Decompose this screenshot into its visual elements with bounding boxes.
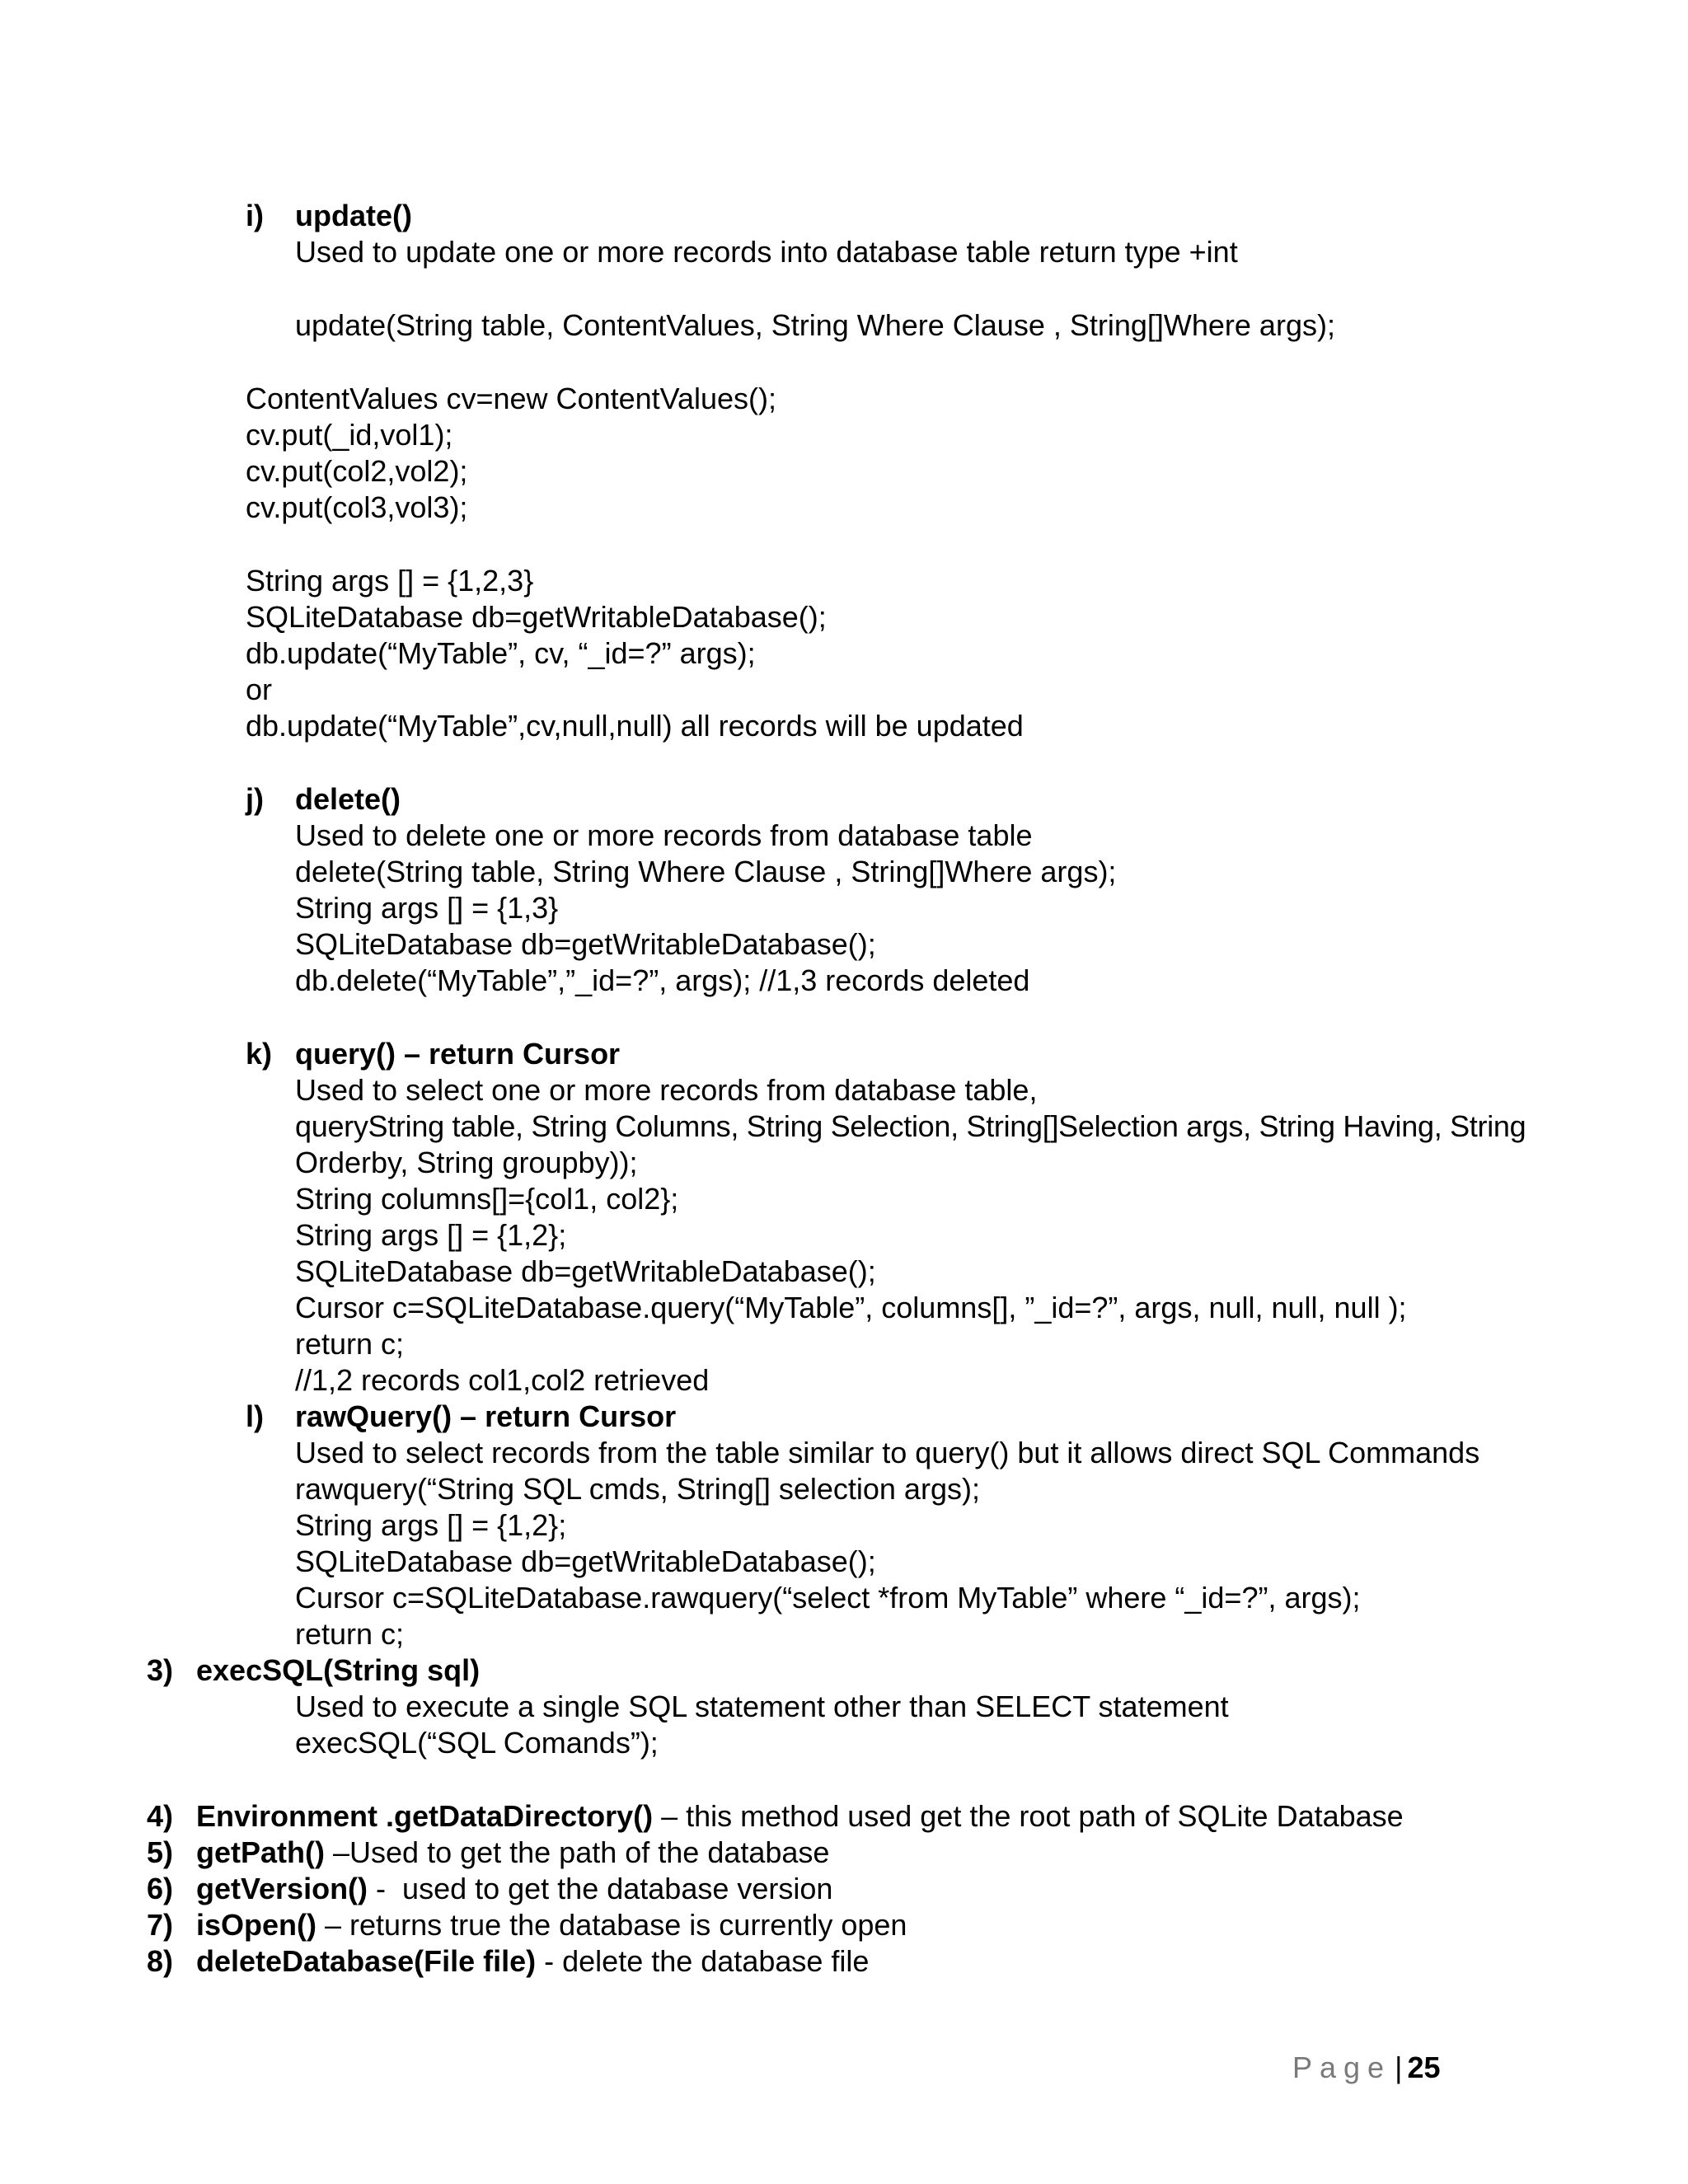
query-line: return c; — [295, 1327, 405, 1361]
numbered-title: Environment .getDataDirectory() — [196, 1799, 654, 1833]
numbered-label-4: 4) — [147, 1799, 174, 1833]
page-number: 25 — [1407, 2050, 1441, 2084]
numbered-rest: –Used to get the path of the database — [325, 1835, 830, 1869]
query-line: String args [] = {1,2}; — [295, 1218, 567, 1252]
page-footer — [1292, 2050, 1440, 2086]
numbered-item-4 — [196, 1798, 1404, 1835]
item-title-rawquery: rawQuery() – return Cursor — [295, 1399, 677, 1433]
query-line: Used to select one or more records from database table, — [295, 1073, 1038, 1107]
item-label-l: l) — [246, 1399, 264, 1433]
code-line: cv.put(col3,vol3); — [246, 490, 468, 524]
numbered-label-3: 3) — [147, 1653, 174, 1687]
code-line: ContentValues cv=new ContentValues(); — [246, 382, 777, 415]
rawquery-line: SQLiteDatabase db=getWritableDatabase(); — [295, 1544, 876, 1578]
update-syntax: update(String table, ContentValues, String Where Clause , String[]Where args); — [295, 308, 1335, 342]
item-title-query: query() – return Cursor — [295, 1037, 621, 1071]
code-line: or — [246, 673, 273, 706]
update-description: Used to update one or more records into database table return type +int — [295, 235, 1238, 269]
numbered-title: deleteDatabase(File file) — [196, 1944, 537, 1978]
numbered-rest: - used to get the database version — [368, 1872, 833, 1905]
numbered-item-5 — [196, 1835, 829, 1871]
numbered-label-5: 5) — [147, 1835, 174, 1869]
numbered-item-6 — [196, 1871, 832, 1907]
numbered-title-execsql: execSQL(String sql) — [196, 1653, 481, 1687]
numbered-title: getPath() — [196, 1835, 325, 1869]
item-title-update: update() — [295, 199, 412, 232]
code-line: SQLiteDatabase db=getWritableDatabase(); — [246, 600, 827, 634]
numbered-item-8 — [196, 1943, 869, 1980]
numbered-item-7 — [196, 1907, 907, 1943]
delete-line: delete(String table, String Where Clause , String[]Where args); — [295, 855, 1117, 888]
delete-line: Used to delete one or more records from database table — [295, 818, 1033, 852]
code-line: db.update(“MyTable”, cv, “_id=?” args); — [246, 636, 756, 670]
code-line: cv.put(col2,vol2); — [246, 454, 468, 488]
rawquery-line: Used to select records from the table similar to query() but it allows direct SQL Commands — [295, 1436, 1480, 1469]
execsql-line: Used to execute a single SQL statement other than SELECT statement — [295, 1690, 1229, 1723]
query-line: SQLiteDatabase db=getWritableDatabase(); — [295, 1254, 876, 1288]
query-line: Orderby, String groupby)); — [295, 1146, 638, 1179]
code-line: cv.put(_id,vol1); — [246, 418, 453, 452]
item-title-delete: delete() — [295, 782, 401, 816]
numbered-rest: - delete the database file — [536, 1944, 870, 1978]
numbered-title: isOpen() — [196, 1908, 317, 1942]
query-line: String columns[]={col1, col2}; — [295, 1182, 679, 1216]
delete-line: SQLiteDatabase db=getWritableDatabase(); — [295, 927, 876, 961]
numbered-title: getVersion() — [196, 1872, 368, 1905]
item-label-k: k) — [246, 1037, 273, 1071]
rawquery-line: Cursor c=SQLiteDatabase.rawquery(“select *from MyTable” where “_id=?”, args); — [295, 1581, 1361, 1615]
item-label-j: j) — [246, 782, 264, 816]
query-line: Cursor c=SQLiteDatabase.query(“MyTable”, columns[], ”_id=?”, args, null, null, null ); — [295, 1291, 1407, 1324]
code-line: String args [] = {1,2,3} — [246, 564, 534, 598]
item-label-i: i) — [246, 199, 264, 232]
query-line: //1,2 records col1,col2 retrieved — [295, 1363, 710, 1397]
delete-line: db.delete(“MyTable”,”_id=?”, args); //1,3 records deleted — [295, 963, 1030, 997]
numbered-label-8: 8) — [147, 1944, 174, 1978]
numbered-label-7: 7) — [147, 1908, 174, 1942]
execsql-line: execSQL(“SQL Comands”); — [295, 1726, 659, 1760]
page-word: Page — [1292, 2050, 1392, 2084]
delete-line: String args [] = {1,3} — [295, 891, 559, 925]
numbered-rest: – this method used get the root path of SQLite Database — [653, 1799, 1404, 1833]
numbered-rest: – returns true the database is currently open — [316, 1908, 907, 1942]
rawquery-line: return c; — [295, 1617, 405, 1651]
query-line: queryString table, String Columns, String Selection, String[]Selection args, String Having, String — [295, 1109, 1526, 1143]
footer-separator: | — [1395, 2050, 1403, 2084]
rawquery-line: rawquery(“String SQL cmds, String[] selection args); — [295, 1472, 980, 1506]
rawquery-line: String args [] = {1,2}; — [295, 1508, 567, 1542]
code-line: db.update(“MyTable”,cv,null,null) all records will be updated — [246, 709, 1024, 743]
numbered-label-6: 6) — [147, 1872, 174, 1905]
